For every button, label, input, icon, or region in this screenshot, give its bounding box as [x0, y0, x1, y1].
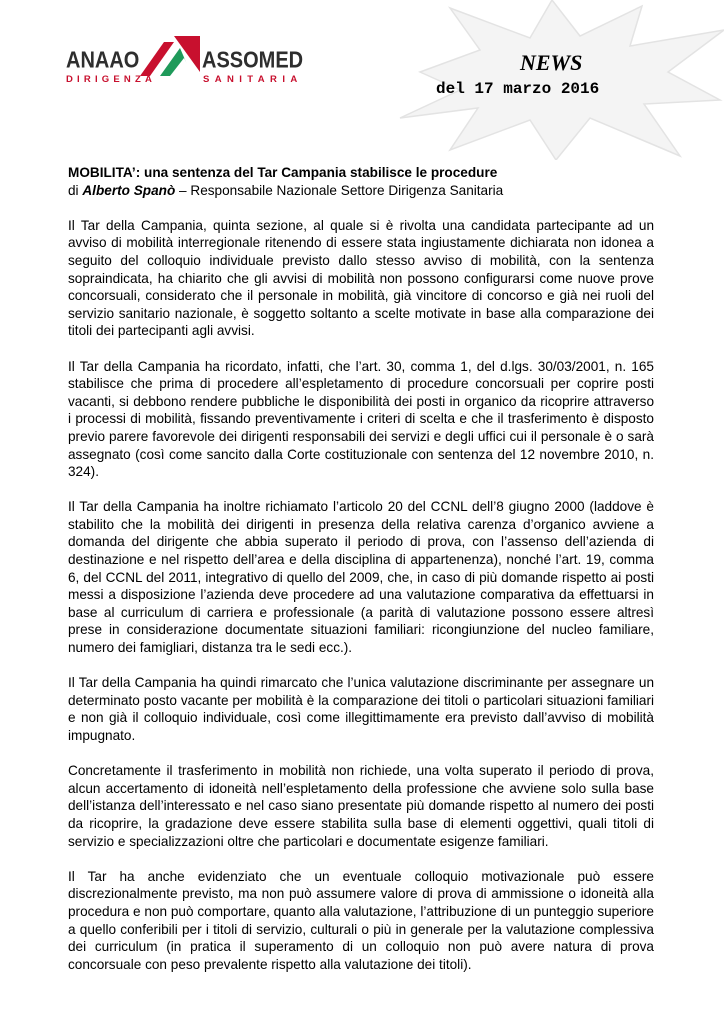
- logo-sub-sanitaria: SANITARIA: [203, 74, 303, 85]
- article-byline: [68, 182, 654, 200]
- page-header: [0, 0, 724, 160]
- article-paragraph: Il Tar ha anche evidenziato che un eventuale colloquio motivazionale può essere discrezionalmente previsto, ma non può assumere valore di prova di ammissione o idoneità alla procedura e non può comportare, quanto alla valutazione, l’attribuzione di un punteggio superiore a quello conferibili per i titoli di servizio, culturali o più in generale per la valutazione complessiva dei curriculum (in pratica il superamento di un colloquio non può avere natura di prova concorsuale con peso prevalente rispetto alla valutazione dei titoli).: [68, 868, 654, 972]
- article-paragraph: Il Tar della Campania, quinta sezione, al quale si è rivolta una candidata partecipante ad un avviso di mobilità interregionale ritenendo di essere stata ingiustamente dichiarata non idonea a seguito del colloquio individuale previsto dallo stesso avviso di mobilità, con la sentenza sopraindicata, ha chiarito che gli avvisi di mobilità non possono configurarsi come nuove prove concorsuali, considerato che il personale in mobilità, già vincitore di concorso e già nei ruoli del servizio sanitario nazionale, è soggetto soltanto a scelte motivate in base alla comparazione dei titoli dei partecipanti agli avvisi.: [68, 217, 654, 339]
- logo-word-anaao: ANAAO: [66, 48, 140, 74]
- anaao-assomed-logo: [66, 36, 304, 86]
- logo-emblem-icon: [140, 36, 200, 76]
- logo-word-assomed: ASSOMED: [202, 48, 304, 74]
- news-label: NEWS: [520, 50, 583, 75]
- byline-prefix: di: [68, 182, 83, 198]
- byline-role: – Responsabile Nazionale Settore Dirigenza Sanitaria: [175, 182, 504, 198]
- article-body: [68, 164, 654, 991]
- article-paragraph: Concretamente il trasferimento in mobilità non richiede, una volta superato il periodo di prova, alcun accertamento di idoneità nell’espletamento della professione che avviene solo sulla base dell’istanza dell’interessato e nel caso siano presentate più domande rispetto al numero dei posti da ricoprire, la gradazione deve essere stabilita sulla base di elementi oggettivi, quali titoli di servizio e specializzazioni oltre che particolari e documentate esigenze familiari.: [68, 763, 654, 849]
- logo-sub-dirigenza: DIRIGENZA: [66, 74, 157, 85]
- article-paragraph: Il Tar della Campania ha inoltre richiamato l’articolo 20 del CCNL dell’8 giugno 2000 (laddove è stabilito che la mobilità dei dirigenti in presenza della relativa carenza d’organico avviene a domanda del dirigente che abbia superato il periodo di prova, con l’assenso dell’azienda di destinazione e nel rispetto dell’area e della disciplina di appartenenza), nonché l’art. 19, comma 6, del CCNL del 2011, integrativo di quello del 2009, che, in caso di più domande rispetto ai posti messi a disposizione l’azienda deve procedere ad una valutazione comparativa da effettuarsi in base al curriculum di carriera e professionale (a parità di valutazione possono essere altresì prese in considerazione documentate situazioni familiari: ricongiunzione del nucleo familiare, numero dei famigliari, distanza tra le sedi ecc.).: [68, 499, 654, 656]
- article-paragraph: Il Tar della Campania ha quindi rimarcato che l’unica valutazione discriminante per assegnare un determinato posto vacante per mobilità è la comparazione dei titoli o particolari situazioni familiari e non già il colloquio individuale, così come illegittimamente era previsto dall’avviso di mobilità impugnato.: [68, 675, 654, 743]
- article-paragraph: Il Tar della Campania ha ricordato, infatti, che l’art. 30, comma 1, del d.lgs. 30/03/2001, n. 165 stabilisce che prima di procedere all’espletamento di procedure concorsuali per coprire posti vacanti, si debbono rendere pubbliche le disponibilità dei posti in organico da ricoprire attraverso i processi di mobilità, fissando preventivamente i criteri di scelta e che il trasferimento è disposto previo parere favorevole dei dirigenti responsabili dei servizi e degli uffici cui il personale è o sarà assegnato (così come sancito dalla Corte costituzionale con sentenza del 12 novembre 2010, n. 324).: [68, 358, 654, 480]
- news-date: del 17 marzo 2016: [436, 80, 600, 98]
- article-headline: MOBILITA’: una sentenza del Tar Campania stabilisce le procedure: [68, 165, 498, 180]
- byline-author: Alberto Spanò: [82, 182, 176, 198]
